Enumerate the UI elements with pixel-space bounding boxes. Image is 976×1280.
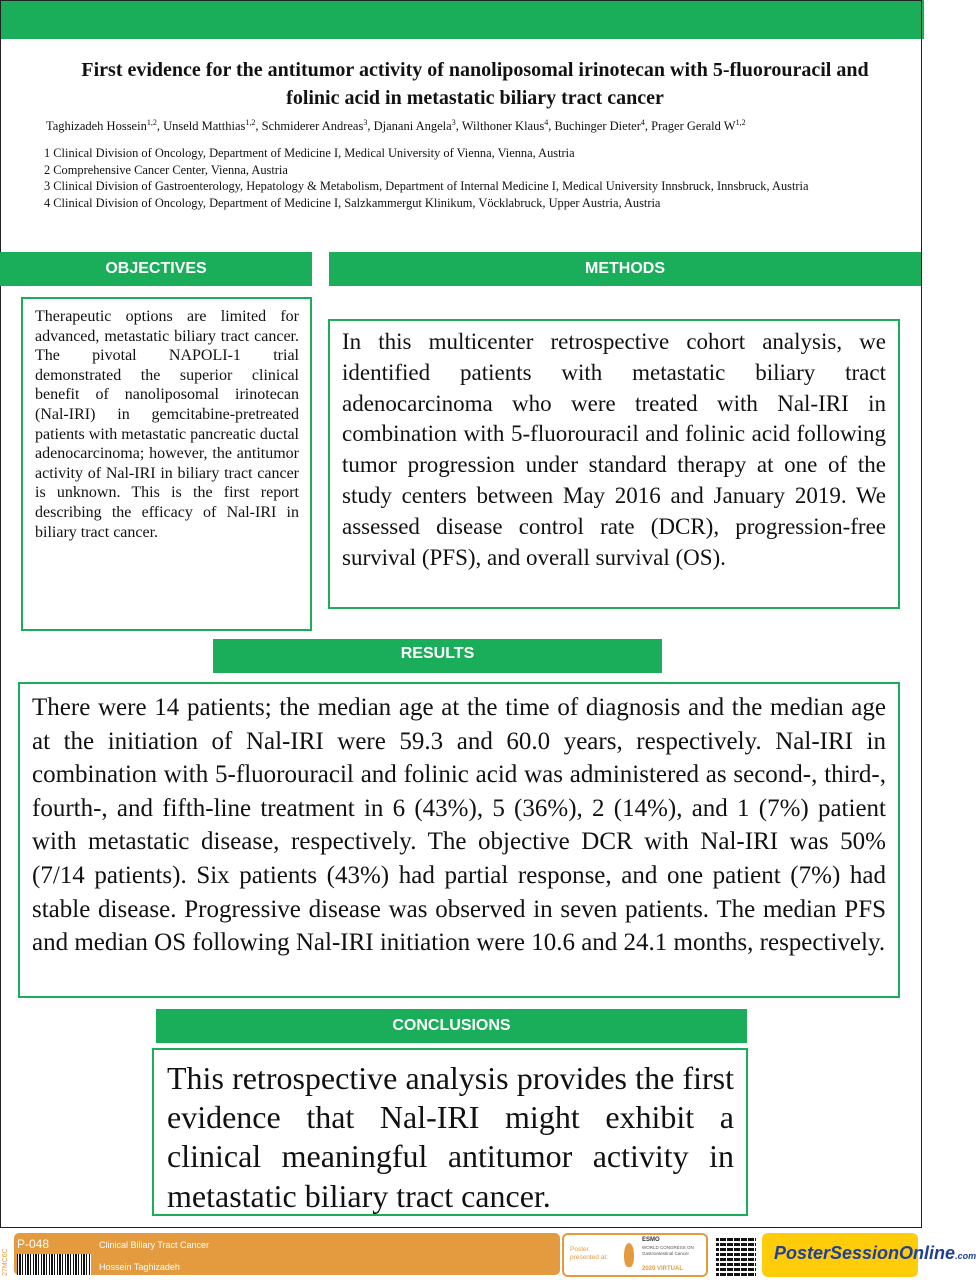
author: Unseld Matthias (163, 119, 246, 134)
presenter-name: Hossein Taghizadeh (99, 1262, 180, 1272)
congress-logo-box (562, 1233, 708, 1277)
affiliation: 4 Clinical Division of Oncology, Department of Medicine I, Salzkammergut Klinikum, Vöcklabruck, Upper Austria, Austria (44, 195, 661, 210)
author-affil-sup: 4 (544, 118, 549, 127)
author-affil-sup: 3 (451, 118, 456, 127)
conclusions-heading: CONCLUSIONS (156, 1009, 747, 1043)
affiliation: 3 Clinical Division of Gastroenterology, Hepatology & Metabolism, Department of Internal Medicine I, Medical University Innsbruck, Innsbruck, Austria (44, 179, 809, 193)
conclusions-box (152, 1048, 748, 1216)
author-affil-sup: 1,2 (735, 118, 746, 127)
author-affil-sup: 1,2 (146, 118, 157, 127)
brand-label: PosterSessionOnline (774, 1243, 956, 1263)
author: Buchinger Dieter (554, 119, 641, 134)
author: Schmiderer Andreas (261, 119, 364, 134)
presented-at-label: Poster presented at: (570, 1246, 608, 1261)
author: Prager Gerald W (651, 119, 736, 134)
side-code: 27MC6C (2, 1248, 9, 1276)
affiliation: 2 Comprehensive Cancer Center, Vienna, Austria (44, 162, 288, 177)
affiliation-list (44, 145, 884, 211)
results-text: There were 14 patients; the median age at the time of diagnosis and the median age at the initiation of Nal-IRI were 59.3 and 60.0 years, respectively. Nal-IRI in combination with 5-fluorouracil and folinic acid was administered as second-, third-, fourth-, and fifth-line treatment in 6 (43%), 5 (36%), 2 (14%), and 1 (7%) patient with metastatic disease, respectively. The objective DCR with Nal-IRI was 50% (7/14 patients). Six patients (43%) had partial response, and one patient (7%) had stable disease. Progressive disease was observed in seven patients. The median PFS and median OS following Nal-IRI initiation were 10.6 and 24.1 months, respectively. (32, 694, 886, 957)
poster-title: First evidence for the antitumor activity of nanoliposomal irinotecan with 5-fluorouracil and folinic acid in metastatic biliary tract cancer (81, 59, 869, 109)
poster-code: P-048 (17, 1236, 92, 1252)
qr-code-icon[interactable] (716, 1236, 756, 1276)
brand-suffix: .com (955, 1251, 976, 1261)
methods-text: In this multicenter retrospective cohort analysis, we identified patients with metastatic biliary tract adenocarcinoma who were treated with Nal-IRI in combination with 5-fluorouracil and folinic acid following tumor progression under standard therapy at one of the study centers between May 2016 and January 2019. We assessed disease control rate (DCR), progression-free survival (PFS), and overall survival (OS). (342, 329, 886, 570)
brand-name (774, 1243, 976, 1264)
author-affil-sup: 3 (363, 118, 368, 127)
objectives-heading: OBJECTIVES (0, 252, 312, 286)
conclusions-text: This retrospective analysis provides the first evidence that Nal-IRI might exhibit a clinical meaningful antitumor activity in metastatic biliary tract cancer. (167, 1060, 734, 1214)
author-affil-sup: 1,2 (245, 118, 256, 127)
author: Djanani Angela (373, 119, 452, 134)
methods-heading: METHODS (329, 252, 921, 286)
esmo-logo: ESMO (642, 1237, 660, 1243)
barcode-image (17, 1254, 91, 1275)
footer-bar (14, 1233, 560, 1275)
author-list: Taghizadeh Hossein$^{1,2}$, Unseld Matthias$^{1,2}$, Schmiderer Andreas$^3$, Djanani Angela$^3$, Wilthoner Klaus$^4$, Buchinger Dieter$^4$, Prager Gerald W$^{1,2}$ (46, 118, 746, 134)
author-affil-sup: 4 (640, 118, 645, 127)
poster-category: Clinical Biliary Tract Cancer (99, 1240, 210, 1250)
affiliation: 1 Clinical Division of Oncology, Department of Medicine I, Medical University of Vienna, Vienna, Austria (44, 146, 575, 160)
results-heading: RESULTS (213, 639, 662, 673)
flame-icon (624, 1243, 634, 1267)
results-box (18, 682, 900, 998)
brand-logo[interactable] (762, 1233, 976, 1277)
congress-name: WORLD CONGRESS ON Gastrointestinal Cancer (642, 1245, 694, 1256)
congress-year: 2020 VIRTUAL (642, 1266, 684, 1272)
author: Wilthoner Klaus (461, 119, 545, 134)
methods-box (328, 319, 900, 609)
objectives-box (21, 297, 312, 631)
author: Taghizadeh Hossein (46, 119, 147, 134)
objectives-text: Therapeutic options are limited for advanced, metastatic biliary tract cancer. The pivotal NAPOLI-1 trial demonstrated the superior clinical benefit of nanoliposomal irinotecan (Nal-IRI) in gemcitabine-pretreated patients with metastatic pancreatic ductal adenocarcinoma; however, the antitumor activity of Nal-IRI in biliary tract cancer is unknown. This is the first report describing the efficacy of Nal-IRI in biliary tract cancer. (35, 308, 299, 541)
